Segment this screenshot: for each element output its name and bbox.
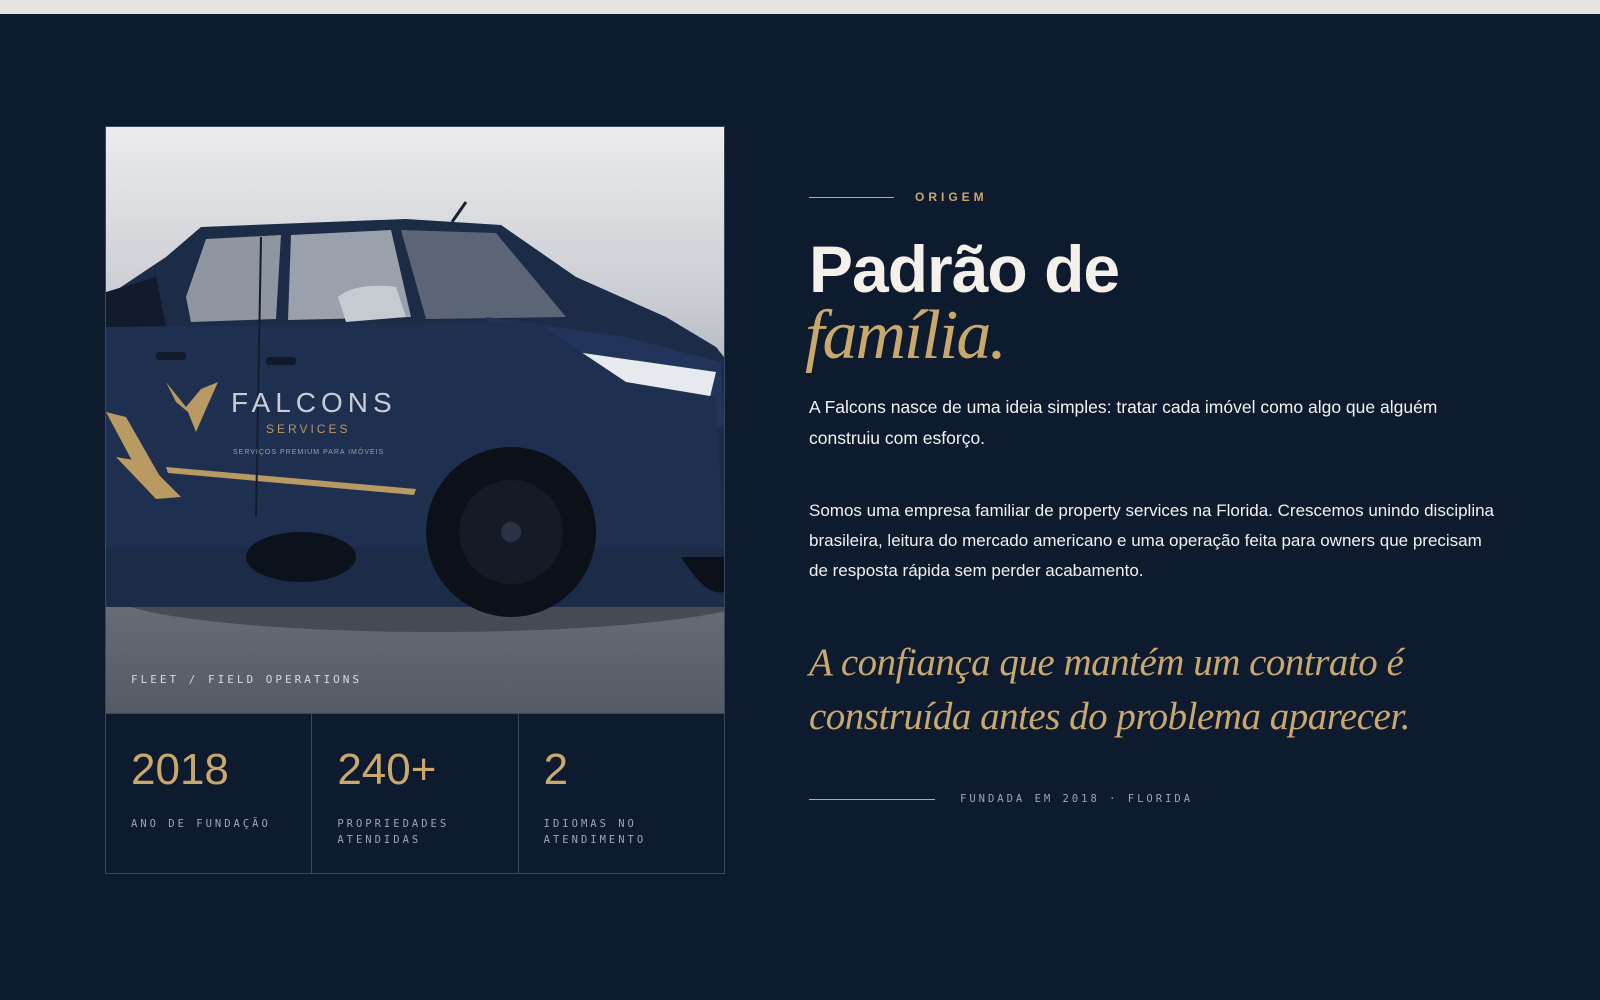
- stat-value: 2018: [131, 745, 229, 794]
- stat-properties: [312, 714, 518, 873]
- photo-caption: FLEET / FIELD OPERATIONS: [131, 673, 362, 686]
- stats-row: [106, 714, 724, 873]
- truck-brand: FALCONS: [231, 387, 397, 418]
- founded-line: [809, 793, 1193, 805]
- company-paragraph: Somos uma empresa familiar de property services na Florida. Crescemos unindo disciplina brasileira, leitura do mercado americano e uma operação feita para owners que precisam de resposta rápida sem perder acabamento.: [809, 501, 1495, 580]
- intro-paragraph: A Falcons nasce de uma ideia simples: tratar cada imóvel como algo que alguém construiu com esforço.: [809, 397, 1438, 448]
- truck-tagline: SERVIÇOS PREMIUM PARA IMÓVEIS: [233, 449, 385, 456]
- eyebrow: [809, 190, 988, 204]
- pull-quote: A confiança que mantém um contrato é construída antes do problema aparecer.: [809, 641, 1410, 738]
- eyebrow-text: ORIGEM: [915, 190, 988, 204]
- eyebrow-line: [809, 197, 894, 198]
- stat-label: PROPRIEDADES ATENDIDAS: [337, 818, 450, 846]
- stat-label: IDIOMAS NO ATENDIMENTO: [543, 818, 647, 846]
- truck-sub: SERVICES: [266, 422, 351, 436]
- stat-value: 2: [543, 745, 569, 794]
- founded-divider: [809, 799, 935, 800]
- stat-value: 240+: [337, 745, 437, 794]
- truck-illustration: [106, 127, 724, 714]
- headline-line2: família.: [805, 297, 1005, 374]
- headline-line1: Padrão de: [809, 232, 1120, 306]
- fleet-card: [105, 126, 725, 874]
- top-strip: [0, 0, 1600, 14]
- stat-founded: [106, 714, 312, 873]
- truck-photo: [106, 127, 724, 714]
- founded-text: FUNDADA EM 2018 · FLORIDA: [960, 793, 1194, 805]
- stat-label: ANO DE FUNDAÇÃO: [131, 818, 271, 830]
- stat-languages: [519, 714, 724, 873]
